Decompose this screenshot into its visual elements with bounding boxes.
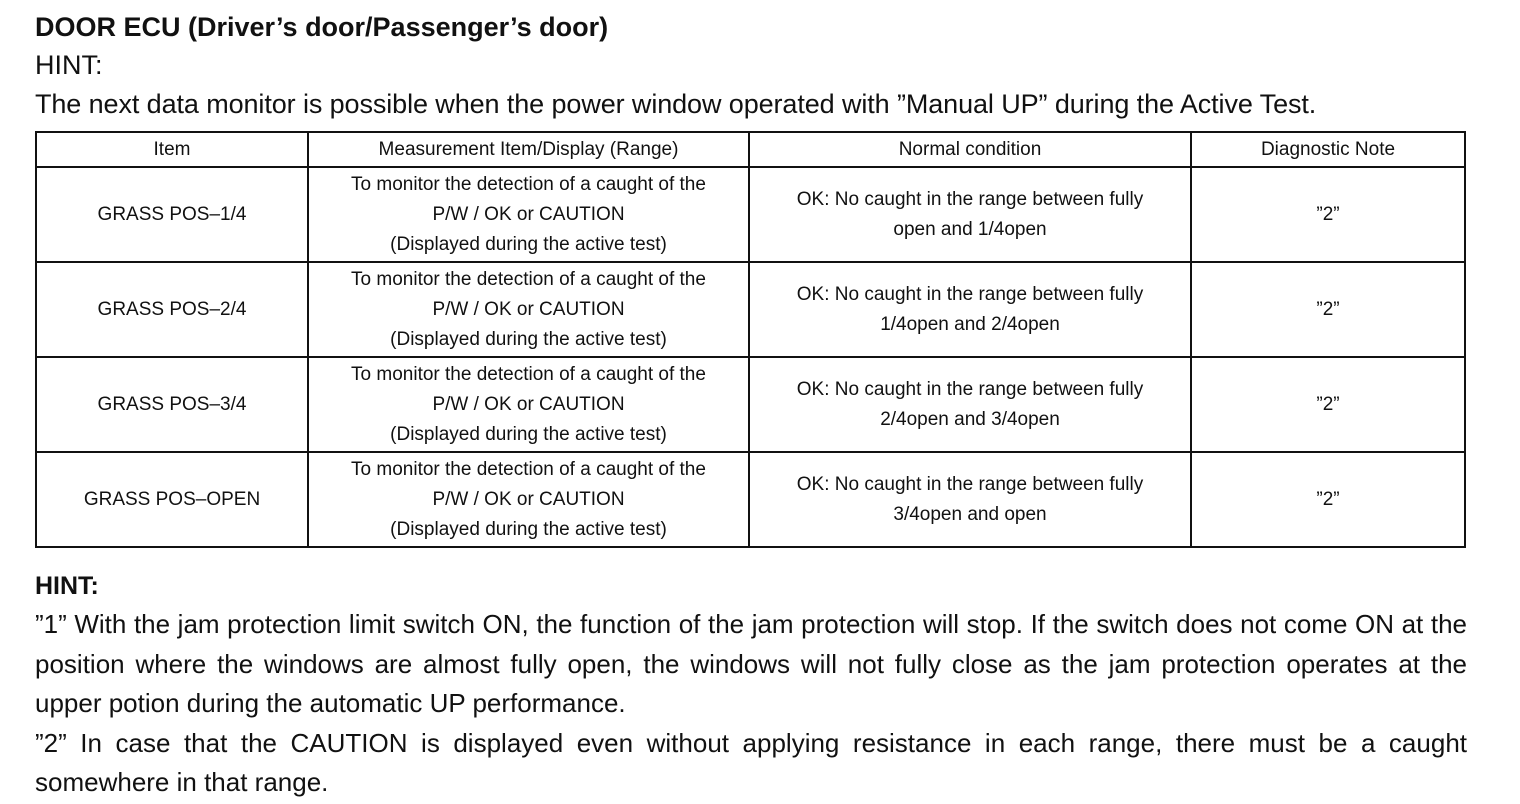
table-row [36, 357, 1465, 452]
normal-condition-line: 3/4open and open [893, 503, 1047, 525]
measurement-cell [308, 452, 749, 547]
normal-condition-cell [749, 357, 1191, 452]
table-header-row [36, 132, 1465, 167]
column-header-normal-condition: Normal condition [749, 132, 1191, 167]
diagnostic-note-cell: ”2” [1191, 357, 1465, 452]
hint-notes [35, 605, 1467, 803]
data-monitor-table [35, 131, 1466, 548]
column-header-measurement: Measurement Item/Display (Range) [308, 132, 749, 167]
table-row [36, 262, 1465, 357]
item-cell: GRASS POS–1/4 [36, 167, 308, 262]
measurement-cell [308, 357, 749, 452]
measurement-line: P/W / OK or CAUTION [432, 298, 625, 320]
measurement-cell [308, 262, 749, 357]
normal-condition-cell [749, 167, 1191, 262]
item-cell: GRASS POS–2/4 [36, 262, 308, 357]
measurement-line: (Displayed during the active test) [390, 233, 667, 255]
normal-condition-cell [749, 262, 1191, 357]
measurement-line: (Displayed during the active test) [390, 423, 667, 445]
diagnostic-note-cell: ”2” [1191, 262, 1465, 357]
measurement-line: P/W / OK or CAUTION [432, 393, 625, 415]
column-header-item: Item [36, 132, 308, 167]
hint-label-bottom: HINT: [35, 572, 99, 600]
normal-condition-line: 1/4open and 2/4open [880, 313, 1060, 335]
normal-condition-line: OK: No caught in the range between fully [796, 188, 1144, 210]
table-row [36, 452, 1465, 547]
measurement-line: To monitor the detection of a caught of the [351, 268, 706, 290]
normal-condition-line: open and 1/4open [893, 218, 1047, 240]
measurement-line: P/W / OK or CAUTION [432, 203, 625, 225]
normal-condition-line: 2/4open and 3/4open [880, 408, 1060, 430]
intro-text: The next data monitor is possible when the power window operated with ”Manual UP” during the Active Test. [35, 89, 1317, 119]
hint-note-2: ”2” In case that the CAUTION is displayed even without applying resistance in each range, there must be a caught somewhere in that range. [35, 727, 1467, 797]
hint-note-1: ”1” With the jam protection limit switch ON, the function of the jam protection will stop. If the switch does not come ON at the position where the windows are almost fully open, the windows will not fully close as the jam protection operates at the upper potion during the automatic UP performance. [35, 609, 1467, 718]
normal-condition-line: OK: No caught in the range between fully [796, 473, 1144, 495]
item-cell: GRASS POS–3/4 [36, 357, 308, 452]
diagnostic-note-cell: ”2” [1191, 167, 1465, 262]
measurement-line: (Displayed during the active test) [390, 328, 667, 350]
measurement-cell [308, 167, 749, 262]
table-row [36, 167, 1465, 262]
column-header-diagnostic-note: Diagnostic Note [1191, 132, 1465, 167]
page-title: DOOR ECU (Driver’s door/Passenger’s door) [35, 12, 609, 42]
document-page [35, 8, 1475, 797]
measurement-line: P/W / OK or CAUTION [432, 488, 625, 510]
hint-section [35, 567, 1467, 803]
hint-label-top: HINT: [35, 50, 103, 80]
item-cell: GRASS POS–OPEN [36, 452, 308, 547]
diagnostic-note-cell: ”2” [1191, 452, 1465, 547]
measurement-line: To monitor the detection of a caught of the [351, 173, 706, 195]
normal-condition-cell [749, 452, 1191, 547]
normal-condition-line: OK: No caught in the range between fully [796, 378, 1144, 400]
measurement-line: (Displayed during the active test) [390, 518, 667, 540]
measurement-line: To monitor the detection of a caught of the [351, 458, 706, 480]
measurement-line: To monitor the detection of a caught of the [351, 363, 706, 385]
normal-condition-line: OK: No caught in the range between fully [796, 283, 1144, 305]
